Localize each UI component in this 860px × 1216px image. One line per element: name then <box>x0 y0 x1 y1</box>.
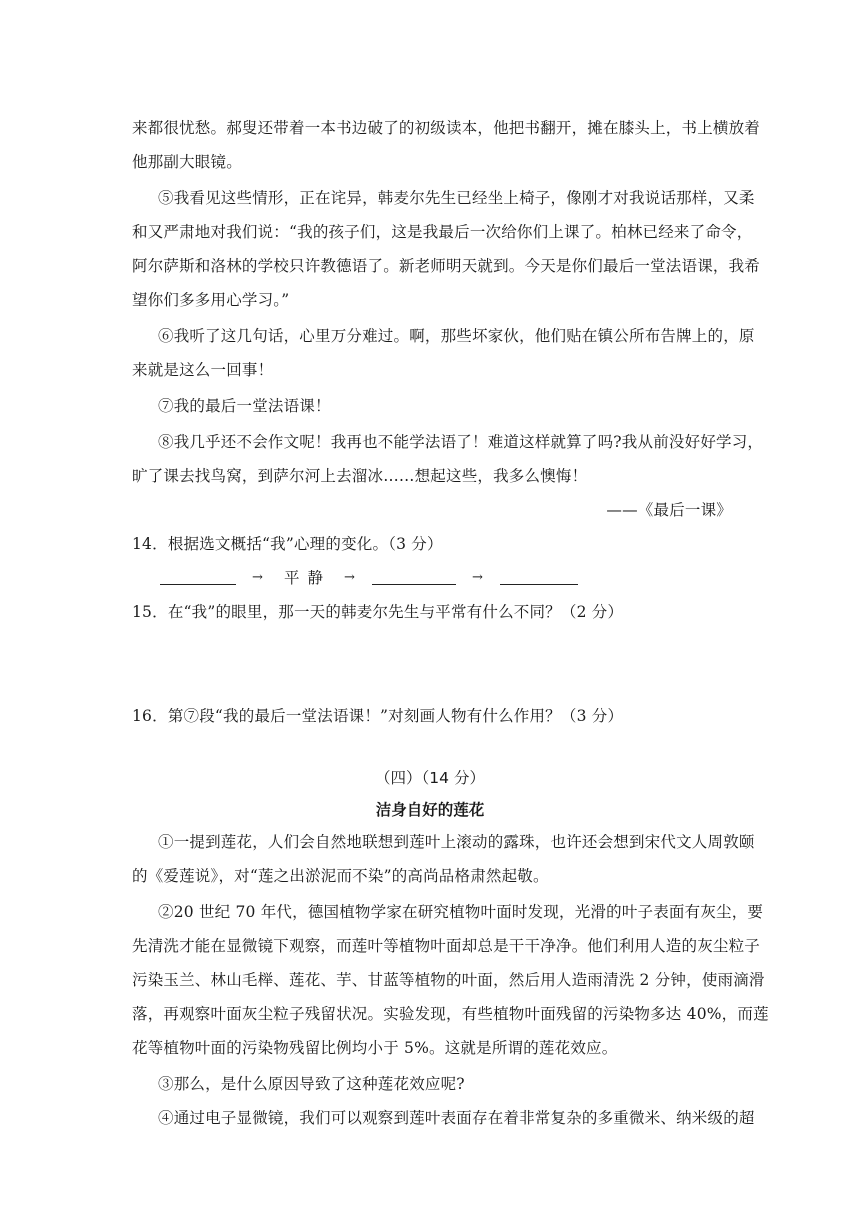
question-15: 15．在“我”的眼里，那一天的韩麦尔先生与平常有什么不同？（2 分） <box>132 603 624 621</box>
passage-line: 阿尔萨斯和洛林的学校只许教德语了。新老师明天就到。今天是你们最后一堂法语课，我希 <box>132 257 761 275</box>
answer-blank-2[interactable] <box>372 584 456 585</box>
answer-blanks-row <box>160 568 620 590</box>
passage-line: 他那副大眼镜。 <box>132 153 242 171</box>
arrow-icon: → <box>252 570 263 585</box>
paragraph-3-line: ③那么，是什么原因导致了这种莲花效应呢? <box>158 1075 465 1093</box>
paragraph-2-line: ②20 世纪 70 年代，德国植物学家在研究植物叶面时发现，光滑的叶子表面有灰尘，要 <box>158 903 764 921</box>
passage-line: 污染玉兰、林山毛榉、莲花、芋、甘蓝等植物的叶面，然后用人造雨清洗 2 分钟，使雨滴滑 <box>132 971 765 989</box>
passage-line: 来就是这么一回事！ <box>132 361 274 379</box>
arrow-icon: → <box>472 570 483 585</box>
passage-line: 先清洗才能在显微镜下观察，而莲叶等植物叶面却总是干干净净。他们利用人造的灰尘粒子 <box>132 937 761 955</box>
section-header: （四）（14 分） <box>375 769 485 787</box>
paragraph-1-line: ①一提到莲花，人们会自然地联想到莲叶上滚动的露珠，也许还会想到宋代文人周敦颐 <box>158 833 755 851</box>
article-title: 洁身自好的莲花 <box>375 801 485 819</box>
paragraph-5-line: ⑤我看见这些情形，正在诧异，韩麦尔先生已经坐上椅子，像刚才对我说话那样，又柔 <box>158 189 755 207</box>
paragraph-7-line: ⑦我的最后一堂法语课！ <box>158 397 331 415</box>
passage-line: 旷了课去找鸟窝，到萨尔河上去溜冰……想起这些，我多么懊悔！ <box>132 467 588 485</box>
passage-line: 和又严肃地对我们说：“我的孩子们，这是我最后一次给你们上课了。柏林已经来了命令， <box>132 223 753 241</box>
answer-blank-1[interactable] <box>160 584 236 585</box>
paragraph-4-line: ④通过电子显微镜，我们可以观察到莲叶表面存在着非常复杂的多重微米、纳米级的超 <box>158 1109 755 1127</box>
question-16: 16．第⑦段“我的最后一堂法语课！”对刻画人物有什么作用？（3 分） <box>132 707 624 725</box>
passage-line: 的《爱莲说》，对“莲之出淤泥而不染”的高尚品格肃然起敬。 <box>132 867 549 885</box>
passage-line: 花等植物叶面的污染物残留比例均小于 5%。这就是所谓的莲花效应。 <box>132 1039 618 1057</box>
answer-blank-3[interactable] <box>500 584 578 585</box>
passage-line: 望你们多多用心学习。” <box>132 291 290 309</box>
passage-line: 来都很忧愁。郝叟还带着一本书边破了的初级读本，他把书翻开，摊在膝头上，书上横放着 <box>132 119 761 137</box>
paragraph-6-line: ⑥我听了这几句话，心里万分难过。啊，那些坏家伙，他们贴在镇公所布告牌上的，原 <box>158 327 755 345</box>
passage-line: 落，再观察叶面灰尘粒子残留状况。实验发现，有些植物叶面残留的污染物多达 40%，而莲 <box>132 1005 769 1023</box>
arrow-icon: → <box>344 570 355 585</box>
passage-source: ——《最后一课》 <box>606 501 732 519</box>
question-14: 14．根据选文概括“我”心理的变化。（3 分） <box>132 535 443 553</box>
answer-fixed-word: 平静 <box>284 569 332 587</box>
paragraph-8-line: ⑧我几乎还不会作文呢！我再也不能学法语了！难道这样就算了吗?我从前没好好学习， <box>158 433 764 451</box>
